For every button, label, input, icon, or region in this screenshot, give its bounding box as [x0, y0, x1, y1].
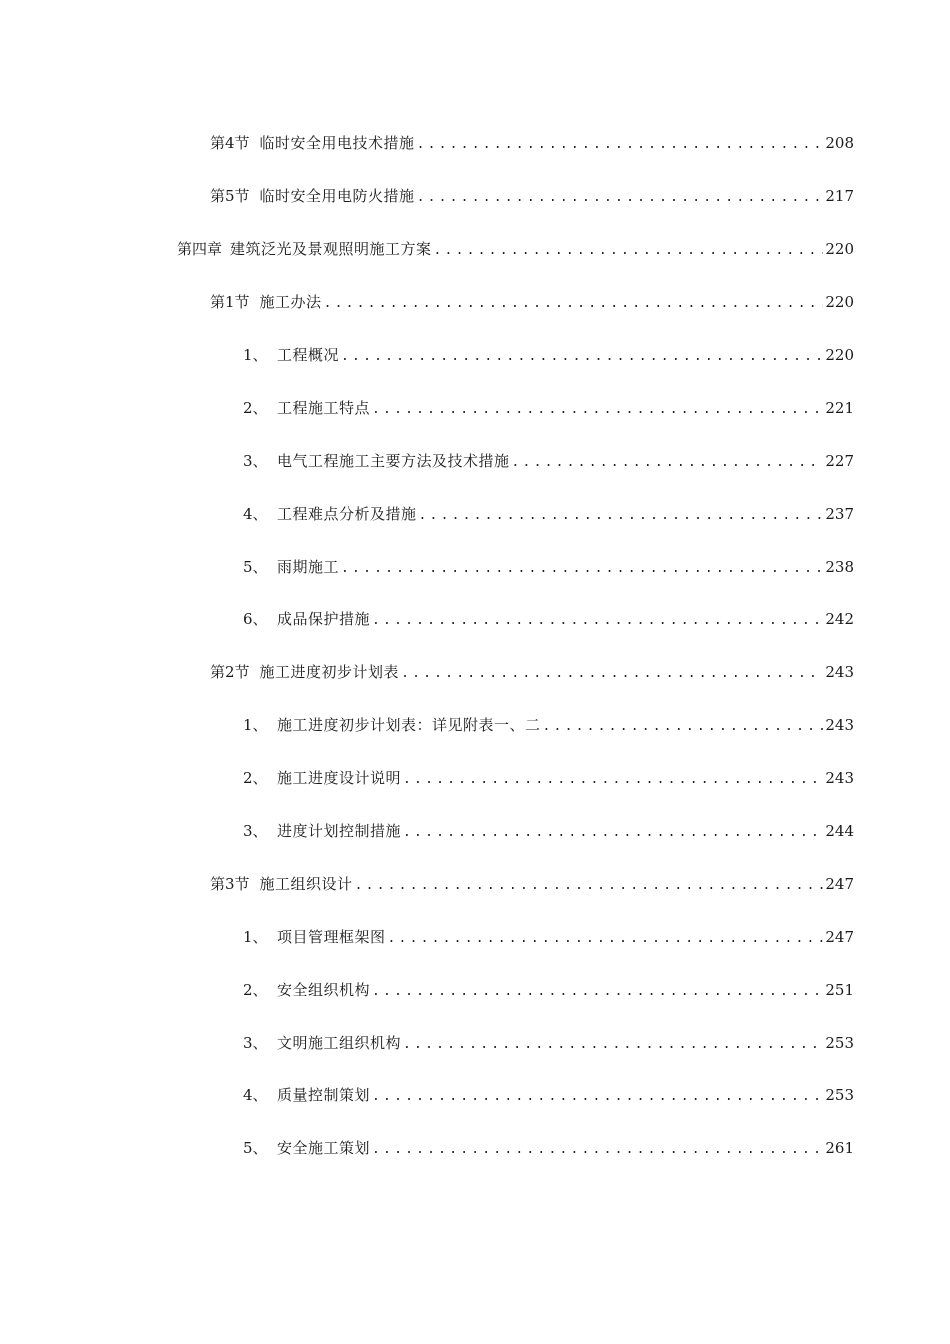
- toc-entry-number: 3、: [243, 822, 268, 841]
- dot-leader: [403, 823, 823, 843]
- toc-entry[interactable]: [0, 488, 950, 541]
- toc-entry[interactable]: [0, 1123, 950, 1176]
- toc-entry-title: 施工办法: [259, 293, 322, 312]
- toc-entry-number: 6、: [243, 610, 268, 629]
- toc-entry-number: 第1节: [210, 293, 250, 312]
- toc-entry-title: 质量控制策划: [277, 1086, 371, 1105]
- toc-entry[interactable]: [0, 858, 950, 911]
- toc-entry-title: 成品保护措施: [277, 610, 371, 629]
- toc-entry-title: 施工进度初步计划表: [259, 663, 400, 682]
- toc-entry[interactable]: [0, 330, 950, 383]
- toc-entry-number: 2、: [243, 980, 268, 999]
- toc-entry[interactable]: [0, 594, 950, 647]
- toc-entry-title: 雨期施工: [277, 557, 340, 576]
- toc-entry-page: 220: [825, 240, 854, 259]
- toc-entry-page: 208: [825, 134, 854, 153]
- toc-entry-page: 253: [825, 1033, 854, 1052]
- toc-entry[interactable]: [0, 1017, 950, 1070]
- toc-entry-title: 工程难点分析及措施: [277, 504, 417, 523]
- toc-entry[interactable]: [0, 277, 950, 330]
- dot-leader: [324, 294, 824, 314]
- dot-leader: [417, 188, 824, 208]
- toc-entry-page: 221: [825, 398, 854, 417]
- toc-entry-number: 5、: [243, 557, 268, 576]
- toc-entry[interactable]: [0, 171, 950, 224]
- toc-entry-page: 243: [825, 769, 854, 788]
- toc-entry-title: 施工组织设计: [259, 874, 353, 893]
- toc-entry-title: 安全施工策划: [277, 1139, 371, 1158]
- toc-entry-title: 工程施工特点: [277, 398, 371, 417]
- toc-entry-title: 临时安全用电防火措施: [259, 187, 415, 206]
- dot-leader: [372, 1087, 823, 1107]
- toc-entry-page: 244: [825, 822, 854, 841]
- table-of-contents: [0, 118, 950, 1176]
- toc-entry-title: 施工进度设计说明: [277, 769, 402, 788]
- toc-entry-page: 238: [825, 557, 854, 576]
- dot-leader: [419, 506, 824, 526]
- dot-leader: [417, 135, 824, 155]
- toc-entry-title: 文明施工组织机构: [277, 1033, 402, 1052]
- toc-entry-page: 227: [825, 451, 854, 470]
- toc-entry[interactable]: [0, 700, 950, 753]
- toc-entry-number: 第4节: [210, 134, 250, 153]
- dot-leader: [434, 241, 824, 261]
- toc-entry[interactable]: [0, 224, 950, 277]
- toc-entry-number: 3、: [243, 1033, 268, 1052]
- toc-entry-page: 220: [825, 346, 854, 364]
- toc-entry-number: 5、: [243, 1139, 268, 1158]
- toc-entry-title: 电气工程施工主要方法及技术措施: [277, 451, 510, 470]
- dot-leader: [341, 347, 823, 367]
- dot-leader: [403, 1035, 823, 1055]
- dot-leader: [355, 876, 824, 896]
- toc-entry-number: 第四章: [177, 240, 223, 259]
- toc-entry-page: 247: [825, 927, 854, 946]
- toc-entry-page: 253: [825, 1086, 854, 1105]
- toc-entry-number: 第3节: [210, 874, 250, 893]
- toc-entry-page: 237: [825, 504, 854, 523]
- toc-entry[interactable]: [0, 1070, 950, 1123]
- toc-entry-number: 3、: [243, 451, 268, 470]
- toc-entry-title: 项目管理框架图: [277, 927, 386, 946]
- dot-leader: [372, 982, 823, 1002]
- toc-entry-title: 临时安全用电技术措施: [259, 134, 415, 153]
- dot-leader: [401, 664, 823, 684]
- toc-entry-page: 243: [825, 663, 854, 682]
- toc-entry-number: 2、: [243, 769, 268, 788]
- toc-entry[interactable]: [0, 541, 950, 594]
- dot-leader: [543, 717, 824, 737]
- toc-entry-title: 安全组织机构: [277, 980, 371, 999]
- toc-entry-number: 1、: [243, 346, 268, 364]
- toc-entry-number: 1、: [243, 927, 268, 946]
- toc-entry[interactable]: [0, 964, 950, 1017]
- dot-leader: [372, 400, 823, 420]
- toc-entry-number: 第2节: [210, 663, 250, 682]
- toc-entry-page: 247: [825, 874, 854, 893]
- toc-entry[interactable]: [0, 647, 950, 700]
- toc-entry[interactable]: [0, 753, 950, 806]
- toc-entry[interactable]: [0, 435, 950, 488]
- toc-entry-number: 1、: [243, 716, 268, 735]
- dot-leader: [403, 770, 823, 790]
- toc-entry-page: 217: [825, 187, 854, 206]
- toc-entry[interactable]: [0, 118, 950, 171]
- toc-entry-page: 261: [825, 1139, 854, 1158]
- toc-entry-page: 243: [825, 716, 854, 735]
- toc-entry-number: 4、: [243, 504, 268, 523]
- toc-entry-page: 220: [825, 293, 854, 312]
- toc-entry-title: 建筑泛光及景观照明施工方案: [230, 240, 432, 259]
- dot-leader: [372, 611, 823, 631]
- toc-entry-title: 施工进度初步计划表：详见附表一、二: [277, 716, 541, 735]
- dot-leader: [372, 1140, 823, 1160]
- toc-entry-title: 工程概况: [277, 346, 340, 364]
- toc-entry-page: 251: [825, 980, 854, 999]
- dot-leader: [512, 453, 824, 473]
- toc-entry-number: 4、: [243, 1086, 268, 1105]
- dot-leader: [388, 929, 824, 949]
- toc-entry-title: 进度计划控制措施: [277, 822, 402, 841]
- dot-leader: [341, 559, 823, 579]
- toc-entry-number: 第5节: [210, 187, 250, 206]
- toc-entry[interactable]: [0, 382, 950, 435]
- toc-entry[interactable]: [0, 911, 950, 964]
- toc-entry-page: 242: [825, 610, 854, 629]
- toc-entry[interactable]: [0, 806, 950, 859]
- toc-entry-number: 2、: [243, 398, 268, 417]
